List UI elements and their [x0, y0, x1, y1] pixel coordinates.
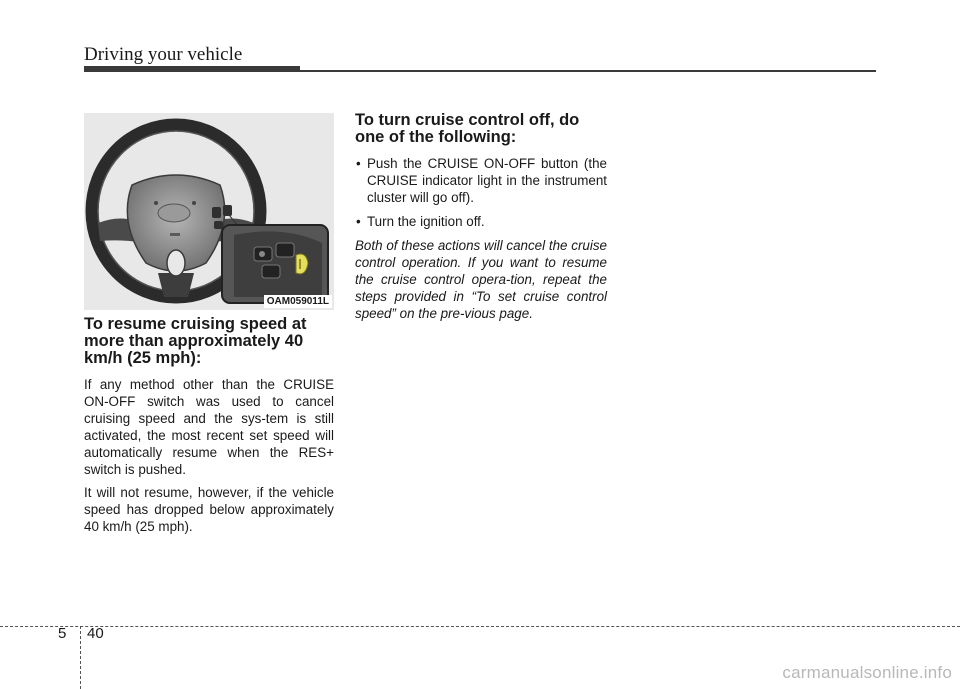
list-item: • Push the CRUISE ON-OFF button (the CRUISE indicator light in the instrument cluster will go off).	[355, 155, 607, 206]
footer-divider	[80, 626, 81, 689]
right-column	[355, 112, 607, 322]
header-bar	[84, 66, 300, 72]
resume-heading: To resume cruising speed at more than approximately 40 km/h (25 mph):	[84, 315, 307, 367]
page-number: 40	[87, 625, 104, 642]
chapter-number: 5	[58, 625, 67, 642]
figure-code: OAM059011L	[264, 295, 332, 308]
watermark: carmanualsonline.info	[782, 663, 952, 682]
steering-wheel-cruise-switch-illustration	[84, 113, 334, 310]
steering-wheel-figure	[84, 113, 334, 310]
section-title: Driving your vehicle	[84, 44, 243, 65]
cruise-off-heading: To turn cruise control off, do one of the following:	[355, 111, 580, 146]
resume-paragraph-2: It will not resume, however, if the vehicle speed has dropped below approximately 40 km/h (25 mph).	[84, 485, 334, 534]
cruise-off-note: Both of these actions will cancel the cruise control operation. If you want to resume the cruise control opera-tion, repeat the steps provided in “To set cruise control speed” on the pre-vious page.	[355, 238, 607, 321]
header-rule	[300, 70, 876, 72]
left-column	[84, 316, 334, 541]
resume-paragraph-1: If any method other than the CRUISE ON-OFF switch was used to cancel cruising speed and the sys-tem is still activated, the most recent set speed will automatically resume when the RES+ switch is pushed.	[84, 377, 334, 477]
list-item: • Turn the ignition off.	[355, 213, 607, 230]
footer-rule	[0, 626, 960, 627]
cruise-off-list	[355, 155, 607, 230]
